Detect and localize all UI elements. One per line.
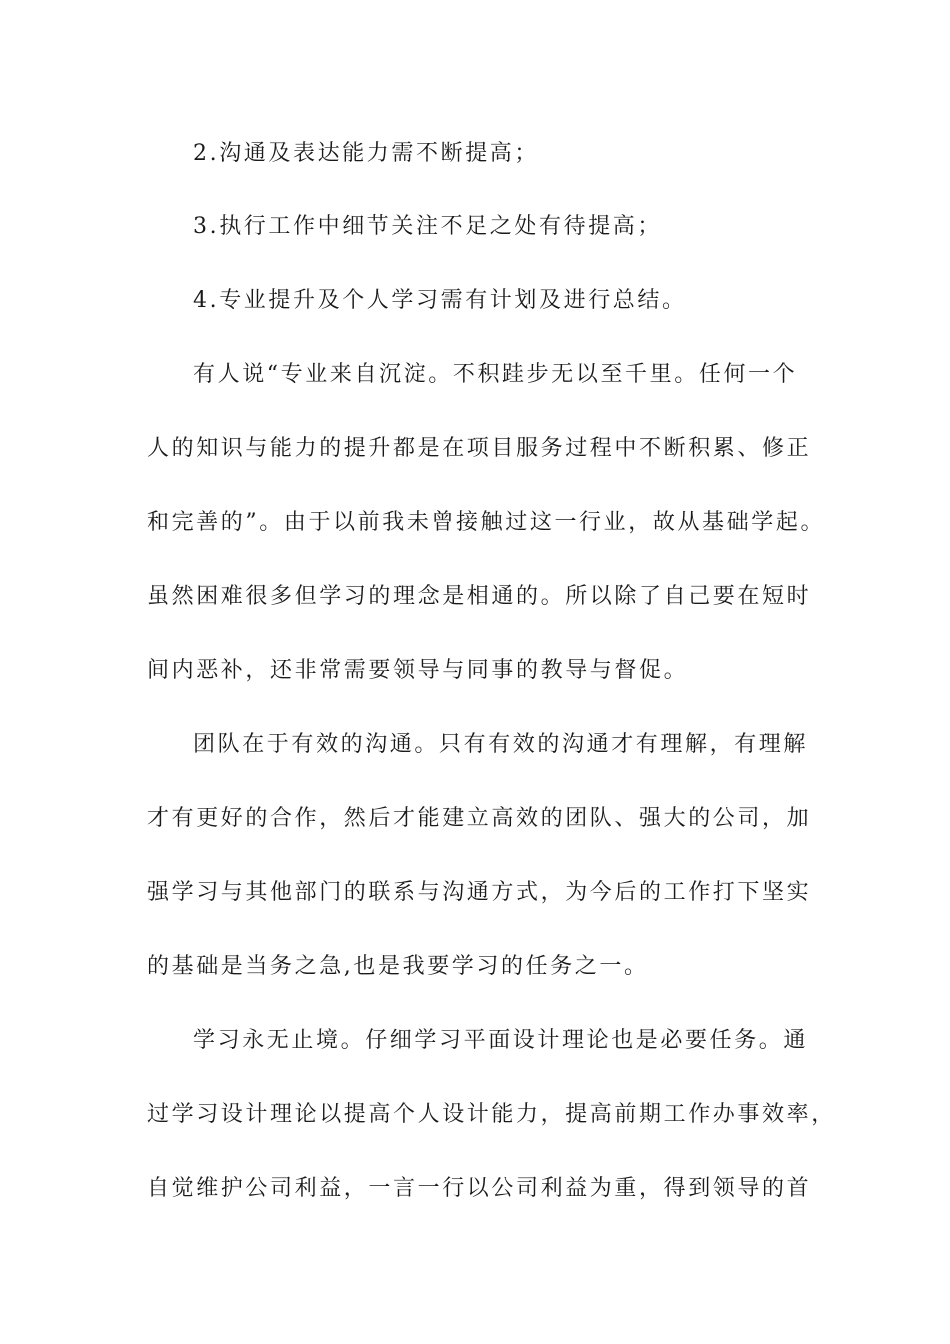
paragraph-3-line-3: 自觉维护公司利益，一言一行以公司利益为重，得到领导的首 [147, 1176, 812, 1201]
list-item-3: 3.执行工作中细节关注不足之处有待提高； [193, 214, 662, 239]
paragraph-1-line-3: 和完善的”。由于以前我未曾接触过这一行业，故从基础学起。 [147, 510, 826, 535]
paragraph-1-line-1: 有人说“专业来自沉淀。不积跬步无以至千里。任何一个 [193, 362, 798, 387]
list-item-4: 4.专业提升及个人学习需有计划及进行总结。 [193, 288, 687, 313]
paragraph-3-line-1: 学习永无止境。仔细学习平面设计理论也是必要任务。通 [193, 1028, 809, 1053]
paragraph-3-line-2: 过学习设计理论以提高个人设计能力，提高前期工作办事效率， [147, 1102, 836, 1127]
paragraph-2-line-4: 的基础是当务之急,也是我要学习的任务之一。 [147, 954, 649, 979]
paragraph-1-line-4: 虽然困难很多但学习的理念是相通的。所以除了自己要在短时 [147, 584, 812, 609]
paragraph-2-line-1: 团队在于有效的沟通。只有有效的沟通才有理解，有理解 [193, 732, 809, 757]
list-item-2: 2.沟通及表达能力需不断提高； [193, 141, 539, 166]
paragraph-2-line-3: 强学习与其他部门的联系与沟通方式，为今后的工作打下坚实 [147, 880, 812, 905]
paragraph-1-line-2: 人的知识与能力的提升都是在项目服务过程中不断积累、修正 [147, 436, 812, 461]
paragraph-2-line-2: 才有更好的合作，然后才能建立高效的团队、强大的公司，加 [147, 806, 812, 831]
paragraph-1-line-5: 间内恶补，还非常需要领导与同事的教导与督促。 [147, 658, 689, 683]
